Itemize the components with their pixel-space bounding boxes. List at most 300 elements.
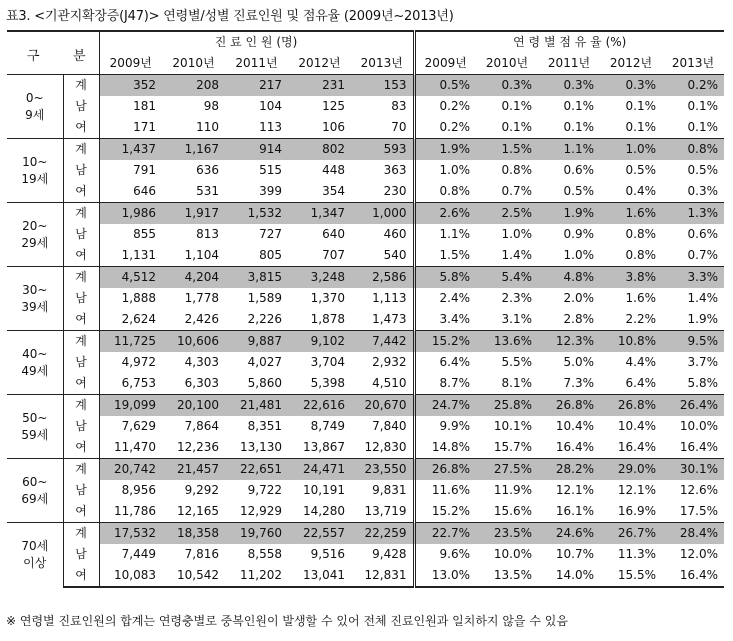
count-cell: 1,113: [351, 288, 414, 309]
count-cell: 640: [322, 227, 345, 241]
table-row: [7, 373, 724, 395]
count-cell: 707: [322, 248, 345, 262]
table-row: [7, 117, 724, 139]
age-group-label: [7, 75, 63, 139]
count-cell: 1,131: [121, 248, 156, 262]
share-cell: 0.2%: [439, 99, 470, 113]
share-cell: 1.5%: [476, 139, 538, 161]
share-cell: 0.5%: [625, 163, 656, 177]
share-cell: 0.2%: [662, 75, 724, 97]
share-cell: 10.0%: [493, 547, 532, 561]
count-cell: 2,426: [184, 312, 219, 326]
share-cell: 0.1%: [501, 120, 532, 134]
count-cell: 12,165: [177, 504, 219, 518]
share-cell: 15.2%: [431, 504, 470, 518]
share-cell: 13.6%: [476, 331, 538, 353]
year-header-count-0: 2009년: [99, 53, 162, 75]
share-cell: 0.2%: [439, 120, 470, 134]
count-cell: 10,191: [303, 483, 345, 497]
sex-label: 계: [63, 523, 99, 545]
share-cell: 9.6%: [439, 547, 470, 561]
count-cell: 217: [225, 75, 288, 97]
count-cell: 2,624: [121, 312, 156, 326]
age-group-label: [7, 459, 63, 523]
sex-label: 여: [63, 117, 99, 139]
year-header-share-2: 2011년: [538, 53, 600, 75]
share-cell: 1.4%: [501, 248, 532, 262]
count-cell: 20,742: [99, 459, 162, 481]
age-group-label: [7, 139, 63, 203]
share-cell: 12.3%: [538, 331, 600, 353]
age-group-line2: 59세: [21, 427, 49, 442]
share-cell: 12.6%: [679, 483, 718, 497]
sex-label: 여: [63, 309, 99, 331]
share-cell: 1.9%: [538, 203, 600, 225]
count-cell: 11,470: [114, 440, 156, 454]
age-group-line2: 이상: [23, 556, 47, 570]
header-patients: 진 료 인 원 (명): [99, 31, 414, 53]
count-cell: 22,259: [351, 523, 414, 545]
count-cell: 9,831: [351, 480, 414, 501]
count-cell: 1,370: [310, 291, 345, 305]
count-cell: 9,102: [288, 331, 351, 353]
count-cell: 4,510: [351, 373, 414, 395]
count-cell: 1,778: [184, 291, 219, 305]
share-cell: 0.6%: [563, 163, 594, 177]
count-cell: 22,616: [288, 395, 351, 417]
year-header-count-3: 2012년: [288, 53, 351, 75]
share-cell: 0.9%: [563, 227, 594, 241]
count-cell: 106: [322, 120, 345, 134]
count-cell: 9,292: [184, 483, 219, 497]
count-cell: 4,972: [121, 355, 156, 369]
count-cell: 5,860: [247, 376, 282, 390]
sex-label: 남: [63, 224, 99, 245]
table-row: [7, 160, 724, 181]
count-cell: 399: [259, 184, 282, 198]
count-cell: 3,815: [225, 267, 288, 289]
share-cell: 16.9%: [617, 504, 656, 518]
share-cell: 14.8%: [431, 440, 470, 454]
share-cell: 0.7%: [687, 248, 718, 262]
count-cell: 2,226: [247, 312, 282, 326]
table-row: [7, 96, 724, 117]
count-cell: 1,878: [310, 312, 345, 326]
count-cell: 21,457: [162, 459, 225, 481]
table-row: [7, 480, 724, 501]
count-cell: 171: [133, 120, 156, 134]
share-cell: 24.7%: [414, 395, 476, 417]
count-cell: 1,437: [99, 139, 162, 161]
count-cell: 636: [196, 163, 219, 177]
count-cell: 6,753: [121, 376, 156, 390]
count-cell: 70: [351, 117, 414, 139]
sex-label: 계: [63, 203, 99, 225]
age-group-line2: 39세: [21, 299, 49, 314]
count-cell: 8,558: [247, 547, 282, 561]
count-cell: 540: [351, 245, 414, 267]
share-cell: 0.1%: [563, 120, 594, 134]
count-cell: 354: [322, 184, 345, 198]
sex-label: 여: [63, 373, 99, 395]
share-cell: 10.0%: [679, 419, 718, 433]
share-cell: 11.3%: [617, 547, 656, 561]
share-cell: 0.7%: [501, 184, 532, 198]
count-cell: 19,760: [225, 523, 288, 545]
count-cell: 125: [322, 99, 345, 113]
table-row: [7, 288, 724, 309]
count-cell: 1,986: [99, 203, 162, 225]
table-row: [7, 181, 724, 203]
share-cell: 0.4%: [625, 184, 656, 198]
count-cell: 13,719: [351, 501, 414, 523]
share-cell: 15.7%: [493, 440, 532, 454]
age-group-label: [7, 395, 63, 459]
count-cell: 10,542: [162, 565, 225, 587]
age-group-line1: 40~: [22, 346, 48, 361]
sex-label: 여: [63, 437, 99, 459]
share-cell: 1.5%: [439, 248, 470, 262]
count-cell: 448: [322, 163, 345, 177]
share-cell: 0.1%: [501, 99, 532, 113]
count-cell: 12,929: [240, 504, 282, 518]
sex-label: 계: [63, 267, 99, 289]
share-cell: 14.0%: [538, 565, 600, 587]
share-cell: 5.8%: [414, 267, 476, 289]
year-header-count-1: 2010년: [162, 53, 225, 75]
count-cell: 83: [351, 96, 414, 117]
count-cell: 7,449: [121, 547, 156, 561]
age-group-label: [7, 523, 63, 588]
share-cell: 17.5%: [679, 504, 718, 518]
share-cell: 12.1%: [555, 483, 594, 497]
count-cell: 13,867: [303, 440, 345, 454]
count-cell: 12,236: [177, 440, 219, 454]
sex-label: 계: [63, 331, 99, 353]
sex-label: 남: [63, 288, 99, 309]
count-cell: 20,100: [162, 395, 225, 417]
count-cell: 855: [133, 227, 156, 241]
count-cell: 11,202: [225, 565, 288, 587]
share-cell: 0.3%: [687, 184, 718, 198]
share-cell: 1.0%: [439, 163, 470, 177]
share-cell: 0.1%: [625, 99, 656, 113]
share-cell: 0.3%: [538, 75, 600, 97]
count-cell: 104: [259, 99, 282, 113]
share-cell: 2.3%: [501, 291, 532, 305]
share-cell: 13.0%: [414, 565, 476, 587]
table-row: [7, 75, 724, 97]
count-cell: 153: [351, 75, 414, 97]
table-row: [7, 352, 724, 373]
count-cell: 12,830: [351, 437, 414, 459]
share-cell: 0.1%: [687, 120, 718, 134]
year-header-count-2: 2011년: [225, 53, 288, 75]
share-cell: 8.1%: [501, 376, 532, 390]
share-cell: 0.3%: [600, 75, 662, 97]
header-gu: 구: [27, 49, 40, 64]
share-cell: 4.8%: [538, 267, 600, 289]
share-cell: 1.0%: [501, 227, 532, 241]
count-cell: 98: [203, 99, 219, 113]
table-row: [7, 203, 724, 225]
count-cell: 531: [196, 184, 219, 198]
age-group-line1: 70세: [21, 539, 49, 553]
share-cell: 4.4%: [625, 355, 656, 369]
share-cell: 10.4%: [555, 419, 594, 433]
share-cell: 24.6%: [538, 523, 600, 545]
count-cell: 4,027: [247, 355, 282, 369]
sex-label: 계: [63, 139, 99, 161]
count-cell: 18,358: [162, 523, 225, 545]
share-cell: 16.1%: [555, 504, 594, 518]
share-cell: 10.7%: [555, 547, 594, 561]
share-cell: 16.4%: [617, 440, 656, 454]
count-cell: 13,041: [288, 565, 351, 587]
count-cell: 791: [133, 163, 156, 177]
share-cell: 1.0%: [563, 248, 594, 262]
count-cell: 805: [259, 248, 282, 262]
sex-label: 남: [63, 416, 99, 437]
count-cell: 20,670: [351, 395, 414, 417]
count-cell: 1,532: [225, 203, 288, 225]
count-cell: 1,589: [247, 291, 282, 305]
share-cell: 8.7%: [439, 376, 470, 390]
share-cell: 11.9%: [493, 483, 532, 497]
share-cell: 26.7%: [600, 523, 662, 545]
count-cell: 363: [351, 160, 414, 181]
share-cell: 2.8%: [563, 312, 594, 326]
header-shares: 연 령 별 점 유 율 (%): [414, 31, 724, 53]
count-cell: 7,629: [121, 419, 156, 433]
age-group-label: [7, 267, 63, 331]
count-cell: 4,204: [162, 267, 225, 289]
count-cell: 10,083: [99, 565, 162, 587]
count-cell: 7,864: [184, 419, 219, 433]
share-cell: 6.4%: [625, 376, 656, 390]
share-cell: 0.5%: [687, 163, 718, 177]
share-cell: 1.6%: [600, 203, 662, 225]
share-cell: 0.1%: [563, 99, 594, 113]
share-cell: 0.3%: [476, 75, 538, 97]
count-cell: 515: [259, 163, 282, 177]
share-cell: 2.2%: [625, 312, 656, 326]
share-cell: 15.6%: [493, 504, 532, 518]
count-cell: 4,512: [99, 267, 162, 289]
age-group-line2: 49세: [21, 363, 49, 378]
share-cell: 26.8%: [600, 395, 662, 417]
age-group-line1: 0~: [25, 90, 44, 105]
count-cell: 460: [351, 224, 414, 245]
year-header-share-3: 2012년: [600, 53, 662, 75]
table-row: [7, 523, 724, 545]
count-cell: 231: [288, 75, 351, 97]
sex-label: 남: [63, 352, 99, 373]
count-cell: 1,473: [351, 309, 414, 331]
sex-label: 계: [63, 75, 99, 97]
age-group-line2: 69세: [21, 491, 49, 506]
table-row: [7, 395, 724, 417]
table-row: [7, 309, 724, 331]
share-cell: 6.4%: [439, 355, 470, 369]
share-cell: 27.5%: [476, 459, 538, 481]
table-row: [7, 565, 724, 587]
year-header-count-4: 2013년: [351, 53, 414, 75]
header-category-cell: [7, 31, 99, 75]
count-cell: 110: [196, 120, 219, 134]
count-cell: 1,888: [121, 291, 156, 305]
age-group-label: [7, 203, 63, 267]
table-row: [7, 224, 724, 245]
table-row: [7, 544, 724, 565]
share-cell: 12.1%: [617, 483, 656, 497]
count-cell: 8,749: [310, 419, 345, 433]
count-cell: 727: [259, 227, 282, 241]
count-cell: 10,606: [162, 331, 225, 353]
share-cell: 10.1%: [493, 419, 532, 433]
share-cell: 0.8%: [662, 139, 724, 161]
age-group-line2: 29세: [21, 235, 49, 250]
count-cell: 1,347: [288, 203, 351, 225]
share-cell: 2.4%: [439, 291, 470, 305]
count-cell: 1,104: [184, 248, 219, 262]
share-cell: 0.8%: [439, 184, 470, 198]
count-cell: 24,471: [288, 459, 351, 481]
age-group-line2: 19세: [21, 171, 49, 186]
count-cell: 593: [351, 139, 414, 161]
share-cell: 28.2%: [538, 459, 600, 481]
share-cell: 7.3%: [563, 376, 594, 390]
share-cell: 10.8%: [600, 331, 662, 353]
share-cell: 0.5%: [414, 75, 476, 97]
share-cell: 26.8%: [538, 395, 600, 417]
count-cell: 7,840: [351, 416, 414, 437]
share-cell: 0.1%: [625, 120, 656, 134]
age-group-line1: 10~: [22, 154, 48, 169]
table-row: [7, 459, 724, 481]
share-cell: 23.5%: [476, 523, 538, 545]
age-group-line1: 50~: [22, 410, 48, 425]
count-cell: 11,786: [114, 504, 156, 518]
share-cell: 11.6%: [431, 483, 470, 497]
share-cell: 30.1%: [662, 459, 724, 481]
share-cell: 2.5%: [476, 203, 538, 225]
share-cell: 16.4%: [679, 440, 718, 454]
share-cell: 2.6%: [414, 203, 476, 225]
share-cell: 0.8%: [501, 163, 532, 177]
share-cell: 0.5%: [563, 184, 594, 198]
share-cell: 26.8%: [414, 459, 476, 481]
count-cell: 3,248: [288, 267, 351, 289]
count-cell: 6,303: [184, 376, 219, 390]
count-cell: 230: [351, 181, 414, 203]
share-cell: 3.3%: [662, 267, 724, 289]
count-cell: 181: [133, 99, 156, 113]
share-cell: 29.0%: [600, 459, 662, 481]
share-cell: 1.4%: [687, 291, 718, 305]
share-cell: 3.4%: [439, 312, 470, 326]
year-header-share-1: 2010년: [476, 53, 538, 75]
share-cell: 1.6%: [625, 291, 656, 305]
table-row: [7, 331, 724, 353]
count-cell: 8,351: [247, 419, 282, 433]
table-row: [7, 416, 724, 437]
share-cell: 9.9%: [439, 419, 470, 433]
sex-label: 남: [63, 96, 99, 117]
share-cell: 15.5%: [600, 565, 662, 587]
count-cell: 11,725: [99, 331, 162, 353]
count-cell: 8,956: [121, 483, 156, 497]
share-cell: 10.4%: [617, 419, 656, 433]
count-cell: 802: [288, 139, 351, 161]
age-group-label: [7, 331, 63, 395]
count-cell: 19,099: [99, 395, 162, 417]
count-cell: 4,303: [184, 355, 219, 369]
table-row: [7, 245, 724, 267]
share-cell: 5.5%: [501, 355, 532, 369]
share-cell: 1.3%: [662, 203, 724, 225]
sex-label: 남: [63, 544, 99, 565]
share-cell: 3.8%: [600, 267, 662, 289]
count-cell: 1,167: [162, 139, 225, 161]
table-row: [7, 139, 724, 161]
count-cell: 1,917: [162, 203, 225, 225]
share-cell: 16.4%: [662, 565, 724, 587]
count-cell: 23,550: [351, 459, 414, 481]
share-cell: 16.4%: [555, 440, 594, 454]
count-cell: 113: [259, 120, 282, 134]
count-cell: 914: [225, 139, 288, 161]
sex-label: 계: [63, 395, 99, 417]
count-cell: 12,831: [351, 565, 414, 587]
share-cell: 0.8%: [625, 248, 656, 262]
count-cell: 9,887: [225, 331, 288, 353]
count-cell: 9,722: [247, 483, 282, 497]
header-bun: 분: [73, 49, 86, 64]
age-group-line2: 9세: [25, 107, 45, 122]
count-cell: 7,816: [184, 547, 219, 561]
share-cell: 0.8%: [625, 227, 656, 241]
count-cell: 7,442: [351, 331, 414, 353]
share-cell: 5.8%: [687, 376, 718, 390]
count-cell: 1,000: [351, 203, 414, 225]
share-cell: 5.4%: [476, 267, 538, 289]
table-row: [7, 437, 724, 459]
count-cell: 208: [162, 75, 225, 97]
count-cell: 2,586: [351, 267, 414, 289]
year-header-share-0: 2009년: [414, 53, 476, 75]
share-cell: 1.0%: [600, 139, 662, 161]
share-cell: 1.9%: [414, 139, 476, 161]
sex-label: 여: [63, 565, 99, 587]
share-cell: 3.7%: [687, 355, 718, 369]
count-cell: 13,130: [240, 440, 282, 454]
table-row: [7, 267, 724, 289]
share-cell: 1.1%: [439, 227, 470, 241]
sex-label: 남: [63, 480, 99, 501]
age-group-line1: 20~: [22, 218, 48, 233]
stats-table: [7, 30, 724, 588]
count-cell: 9,516: [310, 547, 345, 561]
share-cell: 5.0%: [563, 355, 594, 369]
share-cell: 22.7%: [414, 523, 476, 545]
share-cell: 25.8%: [476, 395, 538, 417]
count-cell: 813: [196, 227, 219, 241]
count-cell: 22,557: [288, 523, 351, 545]
age-group-line1: 60~: [22, 474, 48, 489]
count-cell: 5,398: [310, 376, 345, 390]
year-header-share-4: 2013년: [662, 53, 724, 75]
